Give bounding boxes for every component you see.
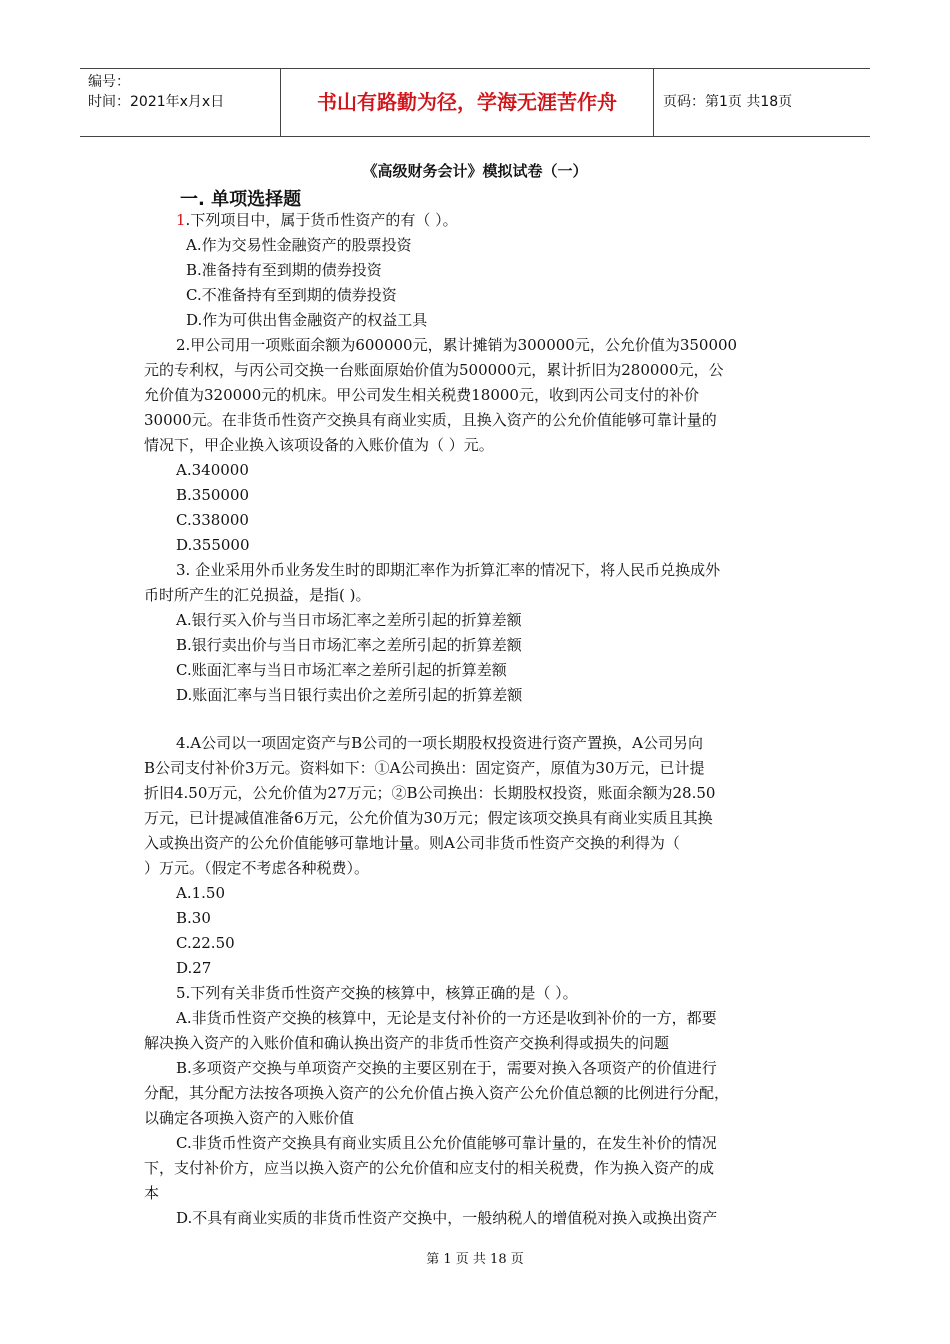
q5-stem: 5.下列有关非货币性资产交换的核算中，核算正确的是（ ）。 (176, 984, 578, 1002)
q2-stem-line: 30000元。在非货币性资产交换具有商业实质，且换入资产的公允价值能够可靠计量的 (144, 411, 717, 429)
q3-option-a: A.银行买入价与当日市场汇率之差所引起的折算差额 (176, 611, 522, 629)
header-meta (80, 69, 280, 136)
q1-number: 1 (176, 211, 186, 229)
q5-option-b-cont: 以确定各项换入资产的入账价值 (144, 1109, 355, 1127)
page-header (80, 68, 870, 137)
q2-stem-line: 2.甲公司用一项账面余额为600000元，累计摊销为300000元，公允价值为350000 (176, 336, 738, 354)
q4-stem-line: 入或换出资产的公允价值能够可靠地计量。则A公司非货币性资产交换的利得为（ (144, 834, 680, 852)
q3-option-d: D.账面汇率与当日银行卖出价之差所引起的折算差额 (176, 686, 523, 704)
q1-stem (176, 208, 458, 233)
q4-stem-line: 4.A公司以一项固定资产与B公司的一项长期股权投资进行资产置换，A公司另向 (176, 734, 704, 752)
q5-option-b: B.多项资产交换与单项资产交换的主要区别在于，需要对换入各项资产的价值进行 (176, 1059, 717, 1077)
q2-stem-line: 允价值为320000元的机床。甲公司发生相关税费18000元，收到丙公司支付的补价 (144, 386, 699, 404)
section-title: 一. 单项选择题 (180, 189, 302, 210)
time-label: 时间：2021年x月x日 (88, 94, 225, 110)
q1-stem-text: .下列项目中，属于货币性资产的有（ ）。 (185, 211, 458, 229)
q1-option-b: B.准备持有至到期的债券投资 (186, 261, 382, 279)
q4-stem-line: 折旧4.50万元，公允价值为27万元；②B公司换出：长期股权投资，账面余额为28.50 (144, 784, 716, 802)
document-title: 《高级财务会计》模拟试卷（一） (362, 162, 588, 180)
q1-option-d: D.作为可供出售金融资产的权益工具 (186, 311, 428, 329)
q4-stem-line: ）万元。（假定不考虑各种税费）。 (144, 859, 370, 877)
q2-option-d: D.355000 (176, 536, 250, 554)
q3-stem-line: 3. 企业采用外币业务发生时的即期汇率作为折算汇率的情况下，将人民币兑换成外 (176, 561, 721, 579)
q5-option-c: C.非货币性资产交换具有商业实质且公允价值能够可靠计量的，在发生补价的情况 (176, 1134, 717, 1152)
q3-option-c: C.账面汇率与当日市场汇率之差所引起的折算差额 (176, 661, 507, 679)
q2-stem-line: 元的专利权，与丙公司交换一台账面原始价值为500000元，累计折旧为280000元，公 (144, 361, 724, 379)
q2-option-a: A.340000 (176, 461, 249, 479)
q5-option-a-cont: 解决换入资产的入账价值和确认换出资产的非货币性资产交换利得或损失的问题 (144, 1034, 670, 1052)
q5-option-c-cont: 本 (144, 1184, 160, 1202)
q5-option-d: D.不具有商业实质的非货币性资产交换中，一般纳税人的增值税对换入或换出资产 (176, 1209, 718, 1227)
q1-option-c: C.不准备持有至到期的债券投资 (186, 286, 397, 304)
header-motto: 书山有路勤为径，学海无涯苦作舟 (280, 69, 654, 136)
q4-stem-line: B公司支付补价3万元。资料如下：①A公司换出：固定资产，原值为30万元，已计提 (144, 759, 705, 777)
q4-option-b: B.30 (176, 909, 211, 927)
q5-option-b-cont: 分配，其分配方法按各项换入资产的公允价值占换入资产公允价值总额的比例进行分配， (144, 1084, 730, 1102)
q3-option-b: B.银行卖出价与当日市场汇率之差所引起的折算差额 (176, 636, 522, 654)
q3-stem-line: 币时所产生的汇兑损益，是指( )。 (144, 586, 371, 604)
header-page-info: 页码：第1页 共18页 (663, 94, 793, 110)
q5-option-c-cont: 下，支付补价方，应当以换入资产的公允价值和应支付的相关税费，作为换入资产的成 (144, 1159, 715, 1177)
q4-option-c: C.22.50 (176, 934, 235, 952)
q2-stem-line: 情况下，甲企业换入该项设备的入账价值为（ ）元。 (144, 436, 494, 454)
q4-option-d: D.27 (176, 959, 212, 977)
q4-option-a: A.1.50 (176, 884, 225, 902)
page-footer: 第 1 页 共 18 页 (426, 1252, 524, 1267)
number-label: 编号： (88, 74, 130, 90)
q1-option-a: A.作为交易性金融资产的股票投资 (186, 236, 412, 254)
q5-option-a: A.非货币性资产交换的核算中，无论是支付补价的一方还是收到补价的一方，都要 (176, 1009, 717, 1027)
q2-option-c: C.338000 (176, 511, 249, 529)
q4-stem-line: 万元，已计提减值准备6万元，公允价值为30万元；假定该项交换具有商业实质且其换 (144, 809, 713, 827)
q2-option-b: B.350000 (176, 486, 250, 504)
